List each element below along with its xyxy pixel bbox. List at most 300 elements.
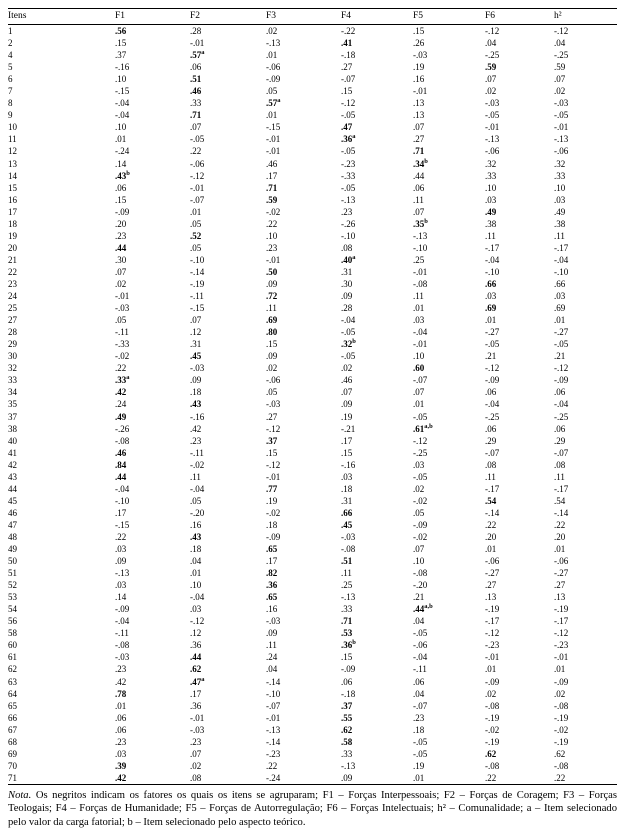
loading-cell: .46 <box>190 86 202 97</box>
loading-cell: .33 <box>341 748 353 759</box>
loading-cell: .13 <box>413 110 425 121</box>
loading-cell: -.05 <box>413 411 428 422</box>
loading-cell: .36$^b$ <box>341 639 356 651</box>
item-number: 11 <box>8 134 17 145</box>
loading-cell: .62 <box>341 724 353 735</box>
loading-cell: .23 <box>115 230 127 241</box>
item-number: 8 <box>8 98 13 109</box>
loading-cell: -.06 <box>485 146 500 157</box>
loading-cell: -.02 <box>485 724 500 735</box>
loading-cell: -.05 <box>554 110 569 121</box>
item-number: 47 <box>8 519 17 530</box>
loading-cell: .35$^b$ <box>413 217 428 229</box>
loading-cell: .36$^a$ <box>341 133 356 145</box>
loading-cell: .07 <box>115 266 127 277</box>
loading-cell: .61$^{a,b}$ <box>413 422 433 434</box>
loading-cell: -.05 <box>341 351 356 362</box>
loading-cell: .05 <box>115 315 127 326</box>
loading-cell: -.17 <box>554 616 569 627</box>
loading-cell: .62 <box>190 664 202 675</box>
loading-cell: .33 <box>341 604 353 615</box>
item-number: 12 <box>8 146 17 157</box>
loading-cell: .47 <box>341 122 353 133</box>
loading-cell: -.17 <box>554 483 569 494</box>
loading-cell: .57$^a$ <box>266 97 281 109</box>
item-number: 32 <box>8 363 17 374</box>
loading-cell: -.10 <box>190 254 205 265</box>
loading-cell: .47$^a$ <box>190 675 205 687</box>
loading-cell: -.02 <box>554 724 569 735</box>
loading-cell: .18 <box>266 519 278 530</box>
loading-cell: .01 <box>266 50 278 61</box>
loading-cell: .01 <box>115 700 127 711</box>
loading-cell: .04 <box>266 664 278 675</box>
loading-cell: .18 <box>413 724 425 735</box>
item-number: 37 <box>8 411 17 422</box>
table-row <box>8 230 617 242</box>
loading-cell: -.26 <box>115 423 130 434</box>
item-number: 51 <box>8 568 17 579</box>
table-row <box>8 242 617 254</box>
loading-cell: .03 <box>115 748 127 759</box>
loading-cell: .44 <box>190 652 202 663</box>
loading-cell: .22 <box>266 760 278 771</box>
loading-cell: .03 <box>115 580 127 591</box>
loading-cell: -.01 <box>190 182 205 193</box>
loading-cell: -.17 <box>485 242 500 253</box>
table-row <box>8 519 617 531</box>
item-number: 28 <box>8 327 17 338</box>
loading-cell: -.08 <box>413 568 428 579</box>
loading-cell: .19 <box>341 411 353 422</box>
loading-cell: .60 <box>413 363 425 374</box>
item-number: 1 <box>8 26 13 36</box>
loading-cell: -.01 <box>266 134 281 145</box>
loading-cell: .07 <box>413 206 425 217</box>
loading-cell: -.13 <box>341 592 356 603</box>
loading-cell: -.09 <box>266 531 281 542</box>
loading-cell: .23 <box>115 664 127 675</box>
loading-cell: .27 <box>554 580 566 591</box>
loading-cell: -.27 <box>485 568 500 579</box>
item-number: 46 <box>8 507 17 518</box>
item-number: 60 <box>8 640 17 651</box>
loading-cell: .16 <box>190 519 202 530</box>
table-row <box>8 158 617 170</box>
loading-cell: .05 <box>413 507 425 518</box>
loading-cell: .46 <box>341 375 353 386</box>
loading-cell: -.05 <box>485 110 500 121</box>
loading-cell: -.06 <box>413 640 428 651</box>
factor-loadings-table <box>8 8 617 785</box>
loading-cell: -.18 <box>341 688 356 699</box>
loading-cell: -.25 <box>485 50 500 61</box>
table-row <box>8 326 617 338</box>
loading-cell: -.03 <box>266 399 281 410</box>
item-number: 56 <box>8 616 17 627</box>
table-row <box>8 350 617 362</box>
loading-cell: -.07 <box>485 447 500 458</box>
loading-cell: .07 <box>190 315 202 326</box>
loading-cell: .11 <box>341 568 352 579</box>
item-number: 19 <box>8 230 17 241</box>
loading-cell: .14 <box>115 592 127 603</box>
loading-cell: -.12 <box>266 423 281 434</box>
loading-cell: -.04 <box>341 315 356 326</box>
table-row <box>8 266 617 278</box>
loading-cell: -.17 <box>554 242 569 253</box>
loading-cell: -.15 <box>115 519 130 530</box>
loading-cell: .51 <box>341 556 353 567</box>
table-row <box>8 182 617 194</box>
loading-cell: -.05 <box>341 327 356 338</box>
loading-cell: -.20 <box>190 507 205 518</box>
loading-cell: .45 <box>190 351 202 362</box>
loading-cell: -.06 <box>554 556 569 567</box>
loading-cell: -.11 <box>115 628 129 639</box>
table-row <box>8 121 617 133</box>
loading-cell: .36 <box>190 700 202 711</box>
loading-cell: .02 <box>190 760 202 771</box>
loading-cell: .09 <box>341 291 353 302</box>
loading-cell: -.04 <box>115 98 130 109</box>
item-number: 5 <box>8 62 13 73</box>
item-number: 64 <box>8 688 17 699</box>
loading-cell: -.02 <box>266 507 281 518</box>
loading-cell: .15 <box>266 447 278 458</box>
item-number: 65 <box>8 700 17 711</box>
loading-cell: -.18 <box>341 50 356 61</box>
loading-cell: -.13 <box>266 38 281 49</box>
loading-cell: .06 <box>554 387 566 398</box>
item-number: 44 <box>8 483 17 494</box>
loading-cell: .18 <box>190 387 202 398</box>
loading-cell: .06 <box>554 423 566 434</box>
loading-cell: -.04 <box>115 483 130 494</box>
table-row <box>8 73 617 85</box>
item-number: 34 <box>8 387 17 398</box>
loading-cell: -.05 <box>413 748 428 759</box>
item-number: 27 <box>8 315 17 326</box>
loading-cell: .07 <box>190 122 202 133</box>
loading-cell: .30 <box>115 254 127 265</box>
loading-cell: -.08 <box>115 640 130 651</box>
loading-cell: -.01 <box>266 471 281 482</box>
loading-cell: .31 <box>341 495 353 506</box>
loading-cell: .53 <box>341 628 353 639</box>
loading-cell: -.07 <box>190 194 205 205</box>
loading-cell: .07 <box>341 387 353 398</box>
table-row <box>8 206 617 218</box>
loading-cell: .59 <box>485 62 497 73</box>
loading-cell: -.01 <box>190 712 205 723</box>
column-header-f3: F3 <box>266 9 341 25</box>
loading-cell: -.33 <box>341 170 356 181</box>
loading-cell: -.01 <box>190 38 205 49</box>
loading-cell: -.09 <box>485 375 500 386</box>
loading-cell: .06 <box>115 724 127 735</box>
loading-cell: .22 <box>485 772 497 783</box>
loading-cell: -.25 <box>413 447 428 458</box>
loading-cell: -.12 <box>341 98 356 109</box>
loading-cell: .22 <box>190 146 202 157</box>
loading-cell: .54 <box>554 495 566 506</box>
item-number: 38 <box>8 423 17 434</box>
table-row <box>8 314 617 326</box>
table-row <box>8 531 617 543</box>
loading-cell: .16 <box>266 604 278 615</box>
loading-cell: -.12 <box>554 628 569 639</box>
loading-cell: -.14 <box>485 507 500 518</box>
loading-cell: .15 <box>341 652 353 663</box>
loading-cell: -.06 <box>190 158 205 169</box>
loading-cell: .22 <box>485 519 497 530</box>
loading-cell: .04 <box>554 38 566 49</box>
loading-cell: -.03 <box>554 98 569 109</box>
table-row <box>8 302 617 314</box>
loading-cell: .06 <box>190 62 202 73</box>
loading-cell: .04 <box>485 38 497 49</box>
loading-cell: .28 <box>190 26 202 36</box>
loading-cell: -.05 <box>341 110 356 121</box>
loading-cell: -.02 <box>266 206 281 217</box>
table-row <box>8 447 617 459</box>
loading-cell: .19 <box>413 62 425 73</box>
loading-cell: -.12 <box>485 26 500 36</box>
loading-cell: .71 <box>190 110 202 121</box>
loading-cell: .03 <box>554 291 566 302</box>
loading-cell: -.11 <box>115 327 129 338</box>
loading-cell: .10 <box>115 74 127 85</box>
table-row <box>8 483 617 495</box>
loading-cell: -.19 <box>554 736 569 747</box>
loading-cell: .23 <box>266 242 278 253</box>
loading-cell: .10 <box>485 182 497 193</box>
loading-cell: -.16 <box>341 459 356 470</box>
table-row <box>8 603 617 615</box>
loading-cell: .03 <box>485 194 497 205</box>
loading-cell: .41 <box>341 38 353 49</box>
loading-cell: .08 <box>190 772 202 783</box>
loading-cell: .07 <box>413 387 425 398</box>
loading-cell: .03 <box>413 459 425 470</box>
loading-cell: .44 <box>413 170 425 181</box>
table-row <box>8 579 617 591</box>
loading-cell: -.04 <box>485 254 500 265</box>
item-number: 9 <box>8 110 13 121</box>
loading-cell: .44 <box>115 471 127 482</box>
loading-cell: -.02 <box>413 495 428 506</box>
item-number: 41 <box>8 447 17 458</box>
loading-cell: .01 <box>554 315 566 326</box>
loading-cell: .02 <box>554 86 566 97</box>
loading-cell: -.24 <box>115 146 130 157</box>
table-row <box>8 688 617 700</box>
loading-cell: -.08 <box>554 700 569 711</box>
loading-cell: .03 <box>341 471 353 482</box>
loading-cell: .15 <box>115 194 127 205</box>
loading-cell: .29 <box>485 435 497 446</box>
loading-cell: -.05 <box>341 182 356 193</box>
loading-cell: -.06 <box>485 556 500 567</box>
loading-cell: .46 <box>115 447 127 458</box>
loading-cell: -.07 <box>554 447 569 458</box>
loading-cell: -.01 <box>413 86 428 97</box>
loading-cell: -.19 <box>485 712 500 723</box>
loading-cell: .42 <box>115 772 127 783</box>
loading-cell: .80 <box>266 327 278 338</box>
table-row <box>8 748 617 760</box>
loading-cell: -.07 <box>341 74 356 85</box>
loading-cell: -.25 <box>554 411 569 422</box>
loading-cell: -.08 <box>485 760 500 771</box>
loading-cell: -.09 <box>266 74 281 85</box>
loading-cell: .32 <box>485 158 497 169</box>
loading-cell: -.05 <box>190 134 205 145</box>
loading-cell: -.03 <box>341 531 356 542</box>
loading-cell: -.01 <box>554 652 569 663</box>
loading-cell: .37 <box>266 435 278 446</box>
table-body <box>8 25 617 785</box>
loading-cell: .44 <box>115 242 127 253</box>
table-row <box>8 194 617 206</box>
item-number: 20 <box>8 242 17 253</box>
loading-cell: .24 <box>266 652 278 663</box>
loading-cell: -.13 <box>266 724 281 735</box>
loading-cell: -.10 <box>413 242 428 253</box>
loading-cell: .01 <box>485 664 497 675</box>
loading-cell: .71 <box>341 616 353 627</box>
loading-cell: .01 <box>485 315 497 326</box>
loading-cell: .05 <box>190 242 202 253</box>
item-number: 13 <box>8 158 17 169</box>
loading-cell: .04 <box>190 556 202 567</box>
loading-cell: .65 <box>266 592 278 603</box>
loading-cell: .27 <box>341 62 353 73</box>
item-number: 24 <box>8 291 17 302</box>
table-row <box>8 639 617 651</box>
loading-cell: .06 <box>485 387 497 398</box>
loading-cell: .45 <box>341 519 353 530</box>
loading-cell: .11 <box>485 230 496 241</box>
loading-cell: .20 <box>485 531 497 542</box>
loading-cell: -.27 <box>554 568 569 579</box>
loading-cell: .32$^b$ <box>341 338 356 350</box>
loading-cell: -.22 <box>341 26 356 36</box>
item-number: 22 <box>8 266 17 277</box>
loading-cell: -.04 <box>190 592 205 603</box>
loading-cell: .49 <box>115 411 127 422</box>
loading-cell: .13 <box>554 592 566 603</box>
loading-cell: .71 <box>266 182 278 193</box>
table-row <box>8 278 617 290</box>
loading-cell: -.33 <box>115 339 130 350</box>
item-number: 62 <box>8 664 17 675</box>
loading-cell: .06 <box>115 712 127 723</box>
loading-cell: .43 <box>190 531 202 542</box>
loading-cell: .07 <box>485 74 497 85</box>
loading-cell: -.14 <box>266 736 281 747</box>
item-number: 53 <box>8 592 17 603</box>
item-number: 49 <box>8 544 17 555</box>
loading-cell: -.04 <box>485 399 500 410</box>
loading-cell: .50 <box>266 266 278 277</box>
loading-cell: .44$^{a,b}$ <box>413 603 433 615</box>
item-number: 17 <box>8 206 17 217</box>
loading-cell: .51 <box>190 74 202 85</box>
loading-cell: -.02 <box>413 531 428 542</box>
loading-cell: .21 <box>485 351 497 362</box>
column-header-f1: F1 <box>115 9 190 25</box>
loading-cell: .16 <box>413 74 425 85</box>
item-number: 52 <box>8 580 17 591</box>
loading-cell: .11 <box>554 230 565 241</box>
table-row <box>8 133 617 145</box>
loading-cell: -.01 <box>266 712 281 723</box>
table-row <box>8 736 617 748</box>
loading-cell: .19 <box>266 495 278 506</box>
loading-cell: -.03 <box>266 616 281 627</box>
item-number: 40 <box>8 435 17 446</box>
table-row <box>8 25 617 38</box>
loading-cell: .33 <box>190 98 202 109</box>
loading-cell: -.23 <box>485 640 500 651</box>
table-row <box>8 651 617 663</box>
loading-cell: -.05 <box>413 736 428 747</box>
loading-cell: .01 <box>413 772 425 783</box>
loading-cell: -.05 <box>413 471 428 482</box>
loading-cell: -.12 <box>554 363 569 374</box>
table-row <box>8 676 617 688</box>
loading-cell: .11 <box>266 303 277 314</box>
loading-cell: -.04 <box>413 327 428 338</box>
item-number: 16 <box>8 194 17 205</box>
table-row <box>8 109 617 121</box>
item-number: 68 <box>8 736 17 747</box>
note-text: Os negritos indicam os fatores os quais os itens se agruparam; F1 – Forças Interpessoais; F2 – Forças de Coragem; F3 – Forças Teologais; F4 – Forças de Humanidade; F5 – Forças de Autorregulação; F6 – Forças Intelectuais; h² – Comunalidade; a – Item selecionado pelo valor da carga fatorial; b – Item selecionado pelo aspecto teórico. <box>8 789 618 828</box>
loading-cell: .10 <box>413 556 425 567</box>
loading-cell: -.12 <box>190 170 205 181</box>
table-row <box>8 591 617 603</box>
loading-cell: .40$^a$ <box>341 253 356 265</box>
loading-cell: -.11 <box>190 291 204 302</box>
loading-cell: .02 <box>413 483 425 494</box>
loading-cell: .72 <box>266 291 278 302</box>
item-number: 66 <box>8 712 17 723</box>
table-row <box>8 61 617 73</box>
loading-cell: -.19 <box>485 604 500 615</box>
loading-cell: .43$^b$ <box>115 169 130 181</box>
loading-cell: -.23 <box>341 158 356 169</box>
loading-cell: -.03 <box>190 363 205 374</box>
loading-cell: -.15 <box>266 122 281 133</box>
loading-cell: -.01 <box>266 254 281 265</box>
loading-cell: .15 <box>341 86 353 97</box>
loading-cell: .05 <box>266 86 278 97</box>
loading-cell: .01 <box>413 399 425 410</box>
loading-cell: -.09 <box>341 664 356 675</box>
loading-cell: .25 <box>341 580 353 591</box>
loading-cell: -.11 <box>190 447 204 458</box>
loading-cell: -.17 <box>485 483 500 494</box>
loading-cell: .18 <box>190 544 202 555</box>
loading-cell: .33 <box>554 170 566 181</box>
table-row <box>8 290 617 302</box>
loading-cell: .13 <box>413 98 425 109</box>
loading-cell: .23 <box>341 206 353 217</box>
loading-cell: .05 <box>190 495 202 506</box>
loading-cell: -.27 <box>554 327 569 338</box>
